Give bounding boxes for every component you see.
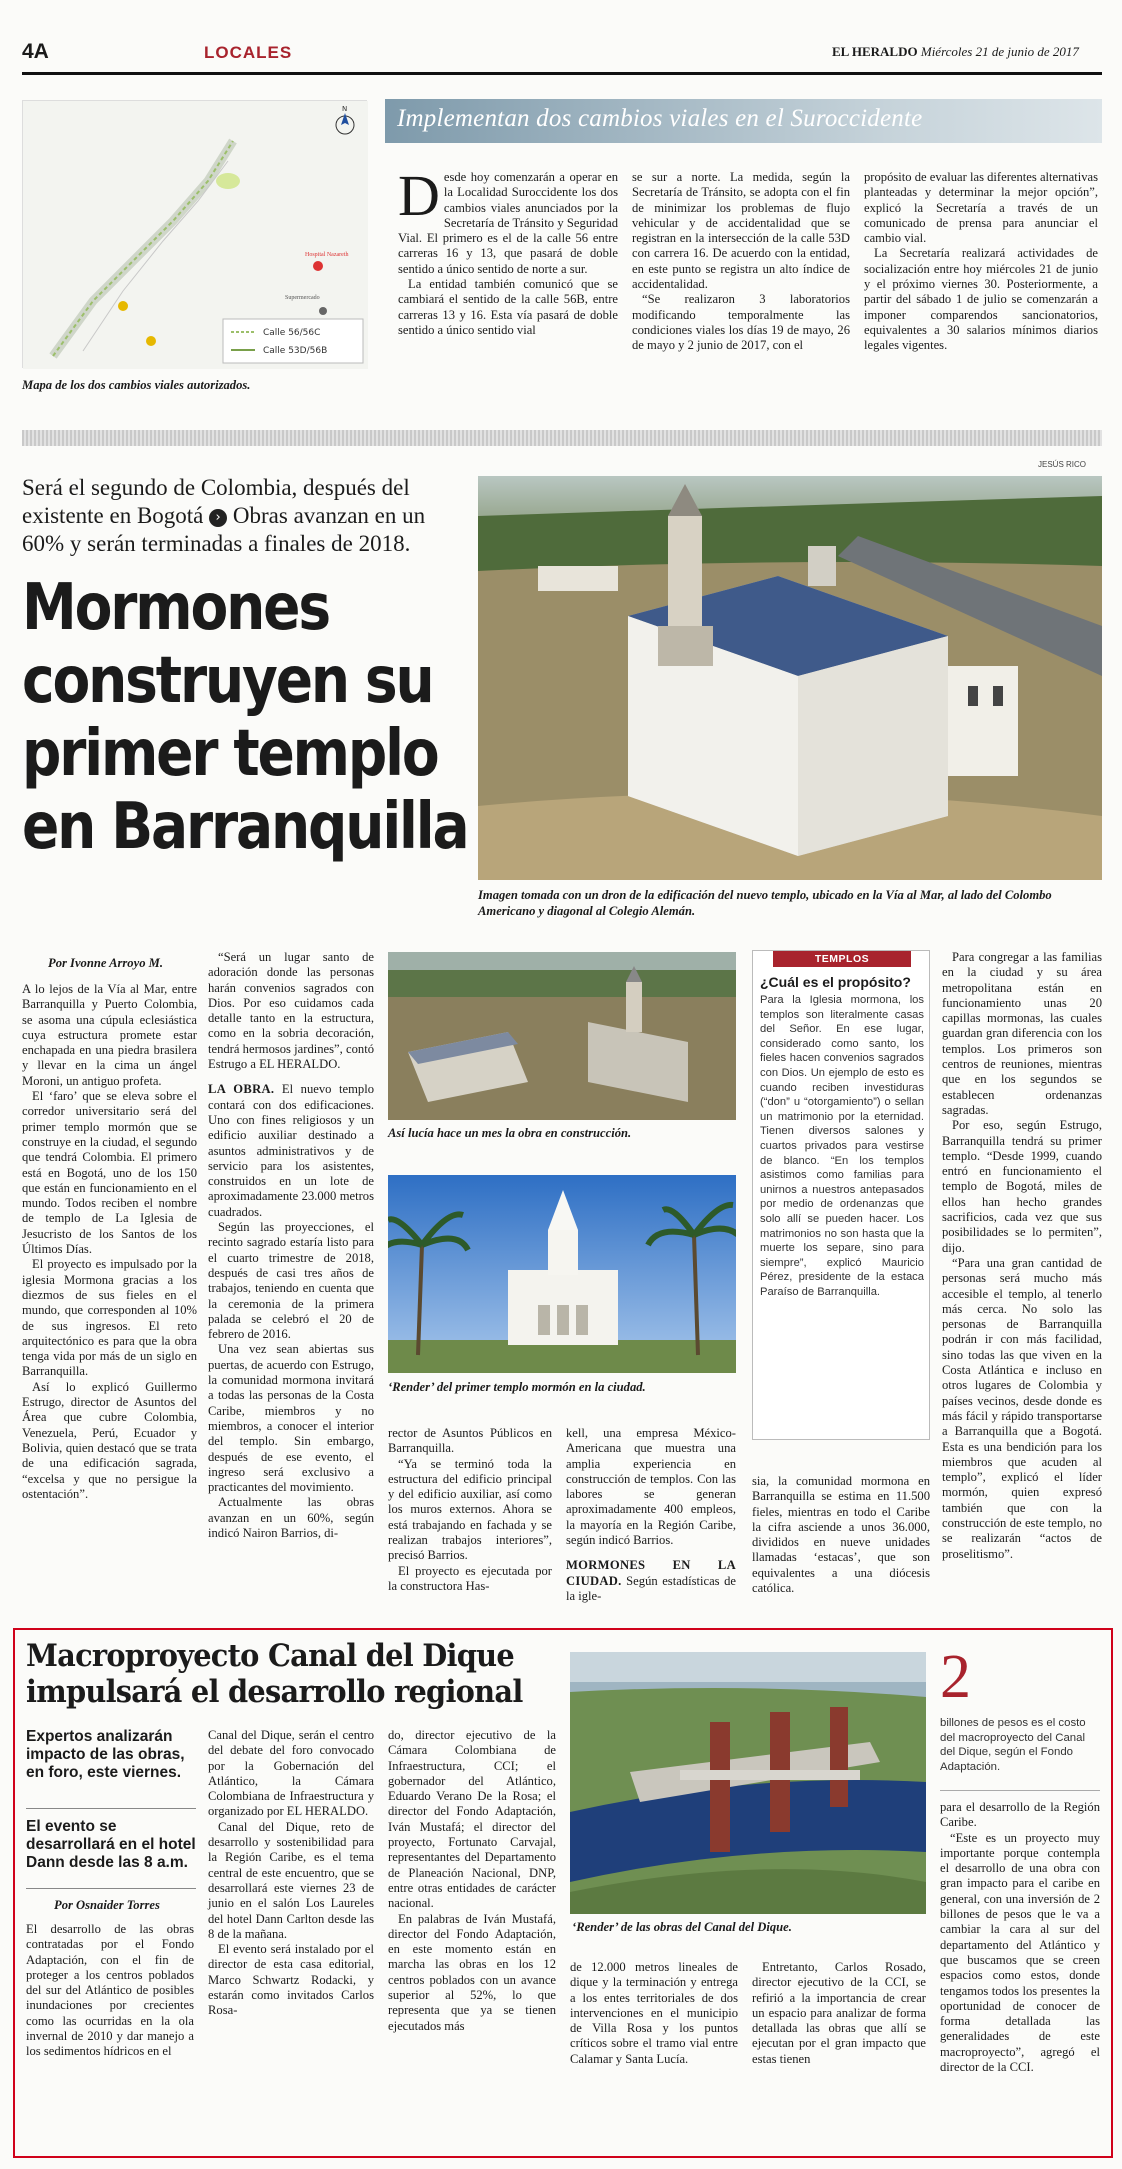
- kicker-part: Obras avanzan en un 60% y serán terminadas a finales de 2018.: [22, 503, 426, 556]
- bottom-column-4: [570, 1960, 738, 2067]
- paragraph: En palabras de Iván Mustafá, director del Fondo Adaptación, en este momento están en marcha las obras en los 12 centros poblados con un avance superior al 52%, lo que representa que ya se tienen ejecutados más: [388, 1911, 556, 2033]
- main-column-1: [22, 982, 197, 1502]
- map-place-label: Supermercado: [285, 295, 320, 301]
- paragraph: El nuevo templo contará con dos edificaciones. Uno con fines religiosos y un edificio auxiliar destinado a asuntos administrativos y de servicio para los asistentes, construidos en un lote de aproximadamente 23.000 metros cuadrados.: [208, 1082, 374, 1219]
- temple-render-photo: [388, 1175, 736, 1373]
- sidebar-question: ¿Cuál es el propósito?: [760, 974, 911, 990]
- paragraph: sia, la comunidad mormona en Barranquilla se estima en 11.500 fieles, mientras en todo el Caribe la cifra asciende a unos 36.000, divididos en nueve unidades llamadas ‘estacas’, que son equivalentes a una diócesis católica.: [752, 1474, 930, 1596]
- bottom-column-3: [388, 1728, 556, 2034]
- masthead: [832, 44, 1079, 60]
- bottom-column-2: [208, 1728, 374, 2019]
- big-number: 2: [940, 1643, 971, 1711]
- bottom-column-1: [26, 1922, 194, 2060]
- temple-drone-photo-graphic: [478, 476, 1102, 880]
- paragraph: se sur a norte. La medida, según la Secretaría de Tránsito, se adopta con el fin de minimizar los problemas de flujo vehicular y de accidentalidad que se registran en la intersección de la calle 53D con carrera 16. De acuerdo con la entidad, en este punto se registra un alto índice de accidentalidad.: [632, 170, 850, 292]
- newspaper-name: EL HERALDO: [832, 44, 918, 59]
- story-kicker: [22, 474, 462, 558]
- paragraph: “Para una gran cantidad de personas será mucho más accesible el templo, al tenerlo más cerca. No solo las personas de Barranquilla podrán ir con más facilidad, sino todas las que viven en la Costa Atlántica e incluso en otros lugares de Colombia y países vecinos, desde donde es más fácil y rápido transportarse a Barranquilla que a Bogotá. Esta es una bendición para los miembros que acuden al templo”, explicó el líder mormón, quien expresó también que con la construcción de este templo, no se realizarán “actos de proselitismo”.: [942, 1255, 1102, 1561]
- canal-render-graphic: [570, 1652, 926, 1914]
- paragraph: Para congregar a las familias en la ciudad y su área metropolitana están en funcionamiento unas 20 capillas mormonas, las cuales guardan gran diferencia con los templos. Los primeros son centros de reuniones, mientras que en los segundos se establecen ordenanzas sagradas.: [942, 950, 1102, 1117]
- paragraph: El proyecto es ejecutada por la constructora Has-: [388, 1563, 552, 1593]
- main-column-4: [566, 1426, 736, 1604]
- subhead-rule: [26, 1808, 196, 1809]
- paragraph: rector de Asuntos Públicos en Barranquilla.: [388, 1426, 552, 1456]
- page-number: 4A: [22, 40, 49, 63]
- paragraph: El proyecto es impulsado por la iglesia Mormona gracias a los diezmos de sus fieles en el mundo, que corresponden al 10% de sus ingresos. El reto arquitectónico es para que la obra tenga vida por más de un siglo en Barranquilla.: [22, 1257, 197, 1379]
- subhead: LA OBRA.: [208, 1082, 275, 1097]
- big-number-text: billones de pesos es el costo del macroproyecto del Canal del Dique, según el Fondo Adaptación.: [940, 1717, 1086, 1773]
- paragraph: La Secretaría realizará actividades de socialización entre hoy miércoles 21 de junio y el próximo viernes 30. Posteriormente, a partir del sábado 1 de julio se comenzarán a imponer comparendos sancionatorios, equivalentes a 30 salarios mínimos diarios legales vigentes.: [864, 246, 1098, 353]
- paragraph: Así lo explicó Guillermo Estrugo, director de Asuntos del Área que cubre Colombia, Venezuela, Perú, Ecuador y Bolivia, quien destacó que se trata de una edificación sagrada, “excelsa y que no persigue la ostentación”.: [22, 1379, 197, 1501]
- paragraph: El ‘faro’ que se eleva sobre el corredor universitario será del primer templo mormón que se construye en la ciudad, el segundo que tendrá Colombia. El primero está en Bogotá, uno de los 150 que están en funcionamiento en el mundo. Todos reciben el nombre de templo de La Iglesia de Jesucristo de los Santos de los Últimos Días.: [22, 1089, 197, 1257]
- issue-date: Miércoles 21 de junio de 2017: [920, 44, 1079, 59]
- paragraph: esde hoy comenzarán a operar en la Localidad Suroccidente los dos cambios viales anunciados por la Secretaría de Tránsito y Seguridad Vial. El primero es el de la calle 56 entre carreras 16 y 13, que pasará de doble sentido a único sentido de norte a sur.: [398, 170, 618, 276]
- paragraph: Según las proyecciones, el recinto sagrado estaría listo para el cuarto trimestre de 2018, después de casi tres años de trabajos, teniendo en cuenta que la ceremonia de la primera palada se celebró el 20 de febrero de 2016.: [208, 1220, 374, 1342]
- paragraph: do, director ejecutivo de la Cámara Colombiana de Infraestructura, CCI; el gobernador del Atlántico, Eduardo Verano De la Rosa; el director del Fondo Adaptación, Iván Mustafá; el director del proyecto, Fortunato Carvajal, representantes del Departamento de Planeación Nacional, DNP, entre otras entidades de carácter nacional.: [388, 1728, 556, 1911]
- sidebar-tag: TEMPLOS: [773, 951, 911, 967]
- top-story-column-1: [398, 163, 618, 338]
- paragraph: para el desarrollo de la Región Caribe.: [940, 1800, 1100, 1830]
- main-column-3: [388, 1426, 552, 1594]
- top-story-column-2: [632, 170, 850, 354]
- paragraph: “Este es un proyecto muy importante porque contempla el desarrollo de una obra con gran impacto para el caribe en general, con una inversión de 2 billones de pesos que le va a cambiar la cara al sur del departamento del Atlántico y que buscamos que se creen espacios como estos, donde tengamos todos los presentes la oportunidad de conocer de forma detallada las generalidades de este macroproyecto”, agregó el director de la CCI.: [940, 1830, 1100, 2075]
- canal-photo-caption: ‘Render’ de las obras del Canal del Dique.: [572, 1920, 792, 1934]
- kicker-part: Será el segundo de Colombia, después del existente en Bogotá: [22, 475, 410, 528]
- paragraph: A lo lejos de la Vía al Mar, entre Barranquilla y Puerto Colombia, se asoma una cúpula eclesiástica cuya estructura promete estar enchapada en una piedra brasilera y llevar en la cima un ángel Moroni, un antiguo profeta.: [22, 982, 197, 1088]
- temple-drone-photo: [478, 476, 1102, 880]
- main-headline: Mormones construyen su primer templo en Barranquilla: [22, 571, 468, 864]
- render-photo-caption: ‘Render’ del primer templo mormón en la ciudad.: [388, 1380, 646, 1394]
- paragraph: “Ya se terminó toda la estructura del edificio principal y del edificio auxiliar, así como los muros externos. Ahora se está trabajando en fachada y se realizan trabajos interiores”, precisó Barrios.: [388, 1456, 552, 1563]
- map-place-label: Hospital Nazareth: [305, 252, 349, 258]
- main-column-6: [942, 950, 1102, 1562]
- paragraph: Según estadísticas de la igle-: [566, 1573, 736, 1603]
- big-number-rule: [940, 1790, 1100, 1791]
- paragraph: de 12.000 metros lineales de dique y la terminación y entrega a los entes territoriales de dos intervenciones en el municipio de Villa Rosa y los puntos críticos sobre el tramo vial entre Calamar y Santa Lucía.: [570, 1960, 738, 2066]
- north-arrow-label: N: [342, 105, 348, 113]
- section-separator: [22, 430, 1102, 446]
- paragraph: La entidad también comunicó que se cambiará el sentido de la calle 56B, entre carreras 13 y 16. Esta vía pasará de doble sentido a único sentido vial: [398, 277, 618, 337]
- route-map-graphic: [23, 101, 368, 369]
- bottom-subhead-2: El evento se desarrollará en el hotel Dann desde las 8 a.m.: [26, 1818, 196, 1871]
- paragraph: Canal del Dique, serán el centro del debate del foro convocado por la Gobernación del Atlántico, la Cámara Colombiana de Infraestructura y organizado por EL HERALDO.: [208, 1728, 374, 1819]
- bottom-column-5: [752, 1960, 926, 2067]
- paragraph: Por eso, según Estrugo, Barranquilla tendrá su primer templo. “Desde 1999, cuando entró en funcionamiento el templo de Bogotá, miles de ellos han hecho grandes sacrificios, cada vez que sus posibilidades se lo permiten”, dijo.: [942, 1118, 1102, 1255]
- paragraph: propósito de evaluar las diferentes alternativas planteadas y determinar la mejor opción”, explicó la Secretaría a través de un comunicado de prensa para anunciar el cambio vial.: [864, 170, 1098, 246]
- byline: Por Osnaider Torres: [54, 1898, 160, 1912]
- arrow-right-icon: ›: [209, 509, 227, 527]
- paragraph: Canal del Dique, reto de desarrollo y sostenibilidad para la Región Caribe, es el tema central de este encuentro, que se desarrollará este viernes 23 de junio en el salón Los Laureles del hotel Dann Carlton desde las 8 de la mañana.: [208, 1819, 374, 1941]
- header-rule: [22, 72, 1102, 75]
- temples-sidebar: [752, 950, 930, 1440]
- bottom-column-6: [940, 1800, 1100, 2075]
- paragraph: “Será un lugar santo de adoración donde las personas harán convenios sagrados con Dios. Por eso cuidamos cada detalle tanto en la estructura, como en la sobria decoración, tendrá hermosos jardines”, contó Estrugo a EL HERALDO.: [208, 950, 374, 1072]
- sidebar-text: Para la Iglesia mormona, los templos son literalmente casas del Señor. En ese lugar, considerado como santo, los fieles hacen convenios sagrados con Dios. Un ejemplo de esto es cuando reciben investiduras (“don” u “otorgamiento”) o sellan un matrimonio por la eternidad. Tienen diversos salones y cuartos privados para vestirse de blanco. “En los templos asistimos como familias para unirnos a nuestros antepasados por medio de ordenanzas que solo allí se pueden hacer. Los matrimonios no son hasta que la muerte los separe, sino para siempre”, explicó Mauricio Pérez, presidente de la estaca Paraíso de Barranquilla.: [760, 994, 924, 1298]
- paragraph: El desarrollo de las obras contratadas por el Fondo Adaptación, con el fin de proteger a los centros poblados del sur del Atlántico de posibles inundaciones por crecientes como las ocurridas en la ola invernal de 2010 y dar manejo a los sedimentos hídricos en el: [26, 1922, 194, 2059]
- map-legend-item: Calle 53D/56B: [263, 346, 328, 356]
- canal-render-photo: [570, 1652, 926, 1914]
- construction-photo-caption: Así lucía hace un mes la obra en construcción.: [388, 1126, 632, 1140]
- drop-cap: D: [398, 163, 440, 228]
- paragraph: El evento será instalado por el director de esta casa editorial, Marco Schwartz Rodacki, y estarán como invitados Carlos Rosa-: [208, 1942, 374, 2018]
- construction-photo: [388, 952, 736, 1120]
- route-map: [22, 100, 367, 368]
- top-story-column-3: [864, 170, 1098, 354]
- subhead-rule: [26, 1888, 196, 1889]
- subhead: MORMONES EN LA CIUDAD.: [566, 1558, 736, 1588]
- construction-photo-graphic: [388, 952, 736, 1120]
- paragraph: Actualmente las obras avanzan en un 60%, según indicó Nairon Barrios, di-: [208, 1495, 374, 1540]
- main-column-5: [752, 1474, 930, 1596]
- map-legend-item: Calle 56/56C: [263, 328, 321, 338]
- temple-render-graphic: [388, 1175, 736, 1373]
- photo-credit: JESÚS RICO: [1038, 460, 1087, 469]
- paragraph: Una vez sean abiertas sus puertas, de acuerdo con Estrugo, la comunidad mormona invitará a todas las personas de la Costa Caribe, miembros y no miembros, a conocer el interior del templo. Sin embargo, después de ese evento, el ingreso será exclusivo a practicantes del movimiento.: [208, 1342, 374, 1495]
- top-story-title: Implementan dos cambios viales en el Suroccidente: [397, 105, 923, 132]
- main-column-2: [208, 950, 374, 1541]
- paragraph: Entretanto, Carlos Rosado, director ejecutivo de la CCI, se refirió a la importancia de crear un espacio para analizar de forma detallada las obras que allí se ejecutan por el gran impacto que estas tienen: [752, 1960, 926, 2066]
- map-caption: Mapa de los dos cambios viales autorizados.: [22, 378, 251, 392]
- bottom-subhead-1: Expertos analizarán impacto de las obras, en foro, este viernes.: [26, 1728, 185, 1781]
- byline: Por Ivonne Arroyo M.: [48, 956, 163, 970]
- section-name: LOCALES: [204, 43, 293, 62]
- top-story-title-bar: [385, 99, 1102, 143]
- paragraph: “Se realizaron 3 laboratorios modificando temporalmente las condiciones viales los días 19 de mayo, 26 de mayo y 2 junio de 2017, con el: [632, 292, 850, 353]
- bottom-headline: Macroproyecto Canal del Dique impulsará el desarrollo regional: [26, 1638, 523, 1710]
- paragraph: kell, una empresa México-Americana que muestra una amplia experiencia en construcción de templos. Con las labores se generan aproximadamente 400 empleos, la mayoría en la Región Caribe, según indicó Barrios.: [566, 1426, 736, 1548]
- main-photo-caption: Imagen tomada con un dron de la edificación del nuevo templo, ubicado en la Vía al Mar, al lado del Colombo Americano y diagonal al Colegio Alemán.: [478, 888, 1052, 918]
